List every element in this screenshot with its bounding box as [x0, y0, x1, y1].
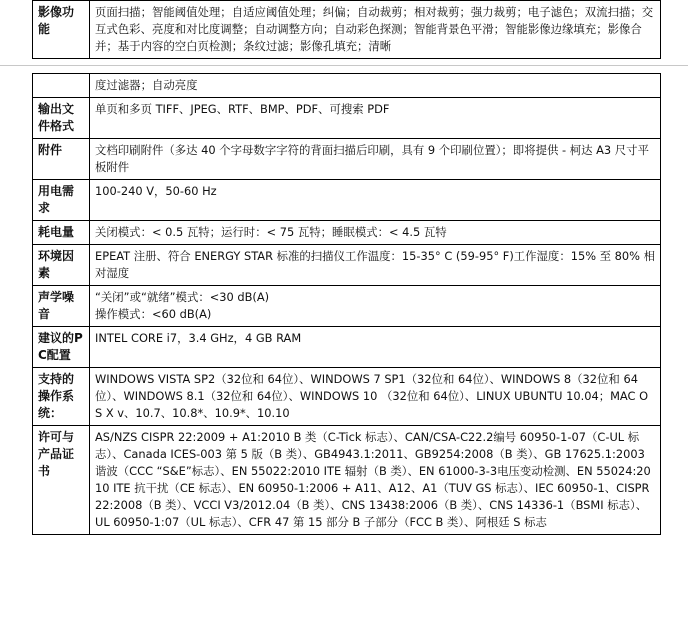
row-value: WINDOWS VISTA SP2（32位和 64位）、WINDOWS 7 SP1（32位和 64位）、WINDOWS 8（32位和 64位）、WINDOWS 8.1（32位和 64位）、WINDOWS 10 （32位和 64位）、LINUX UBUNTU 10.04；MAC OS X v、10.7、10.8*、10.9*、10.10 — [90, 368, 661, 426]
table-row — [33, 286, 661, 327]
row-label: 用电需求 — [33, 180, 90, 221]
row-value: 单页和多页 TIFF、JPEG、RTF、BMP、PDF、可搜索 PDF — [90, 98, 661, 139]
table-row — [33, 74, 661, 98]
row-label: 附件 — [33, 139, 90, 180]
table-row — [33, 139, 661, 180]
row-value: INTEL CORE i7，3.4 GHz，4 GB RAM — [90, 327, 661, 368]
table-row — [33, 426, 661, 535]
table-row — [33, 1, 661, 59]
row-value: 文档印刷附件（多达 40 个字母数字字符的背面扫描后印刷，具有 9 个印刷位置）；即将提供 - 柯达 A3 尺寸平板附件 — [90, 139, 661, 180]
table-row — [33, 327, 661, 368]
row-value: 关闭模式：< 0.5 瓦特；运行时：< 75 瓦特；睡眠模式：< 4.5 瓦特 — [90, 221, 661, 245]
document-page — [32, 0, 654, 535]
row-label: 输出文件格式 — [33, 98, 90, 139]
spec-table-part1 — [32, 0, 661, 59]
row-value: AS/NZS CISPR 22:2009 + A1:2010 B 类（C-Tick 标志）、CAN/CSA-C22.2编号 60950-1-07（C-UL 标志）、Canada ICES-003 第 5 版（B 类）、GB4943.1:2011、GB9254:2008（B 类）、GB 17625.1:2003 谐波（CCC “S&E”标志）、EN 55022:2010 ITE 辐射（B 类）、EN 61000-3-3电压变动检测、EN 55024:2010 ITE 抗干扰（CE 标志）、EN 60950-1:2006 + A11、A12、A1（TUV GS 标志）、IEC 60950-1、CISPR 22:2008（B 类）、VCCI V3/2012.04（B 类）、CNS 13438:2006（B 类）、CNS 14336-1（BSMI 标志）、UL 60950-1:07（UL 标志）、CFR 47 第 15 部分 B 子部分（FCC B 类）、阿根廷 S 标志 — [90, 426, 661, 535]
row-value: EPEAT 注册、符合 ENERGY STAR 标准的扫描仪工作温度：15-35° C (59-95° F)工作湿度：15% 至 80% 相对湿度 — [90, 245, 661, 286]
spec-table-part2 — [32, 73, 661, 535]
page-break — [32, 59, 654, 73]
row-label: 许可与产品证书 — [33, 426, 90, 535]
table-row — [33, 180, 661, 221]
row-value: 100-240 V，50-60 Hz — [90, 180, 661, 221]
row-label: 影像功能 — [33, 1, 90, 59]
table-row — [33, 368, 661, 426]
table-row — [33, 98, 661, 139]
row-label: 支持的操作系统： — [33, 368, 90, 426]
row-value-line: 操作模式：<60 dB(A) — [95, 307, 212, 321]
row-label: 建议的PC配置 — [33, 327, 90, 368]
table-row — [33, 221, 661, 245]
row-value-line: “关闭”或“就绪”模式：<30 dB(A) — [95, 290, 270, 304]
page-break-line — [0, 65, 688, 66]
row-value — [90, 286, 661, 327]
row-label — [33, 74, 90, 98]
row-label: 环境因素 — [33, 245, 90, 286]
row-label: 声学噪音 — [33, 286, 90, 327]
row-label: 耗电量 — [33, 221, 90, 245]
row-value: 页面扫描；智能阈值处理；自适应阈值处理；纠偏；自动裁剪；相对裁剪；强力裁剪；电子滤色；双流扫描；交互式色彩、亮度和对比度调整；自动调整方向；自动彩色探测；智能背景色平滑；智能影像边缘填充；影像合并；基于内容的空白页检测；条纹过滤；影像孔填充；清晰 — [90, 1, 661, 59]
row-value: 度过滤器；自动亮度 — [90, 74, 661, 98]
table-row — [33, 245, 661, 286]
